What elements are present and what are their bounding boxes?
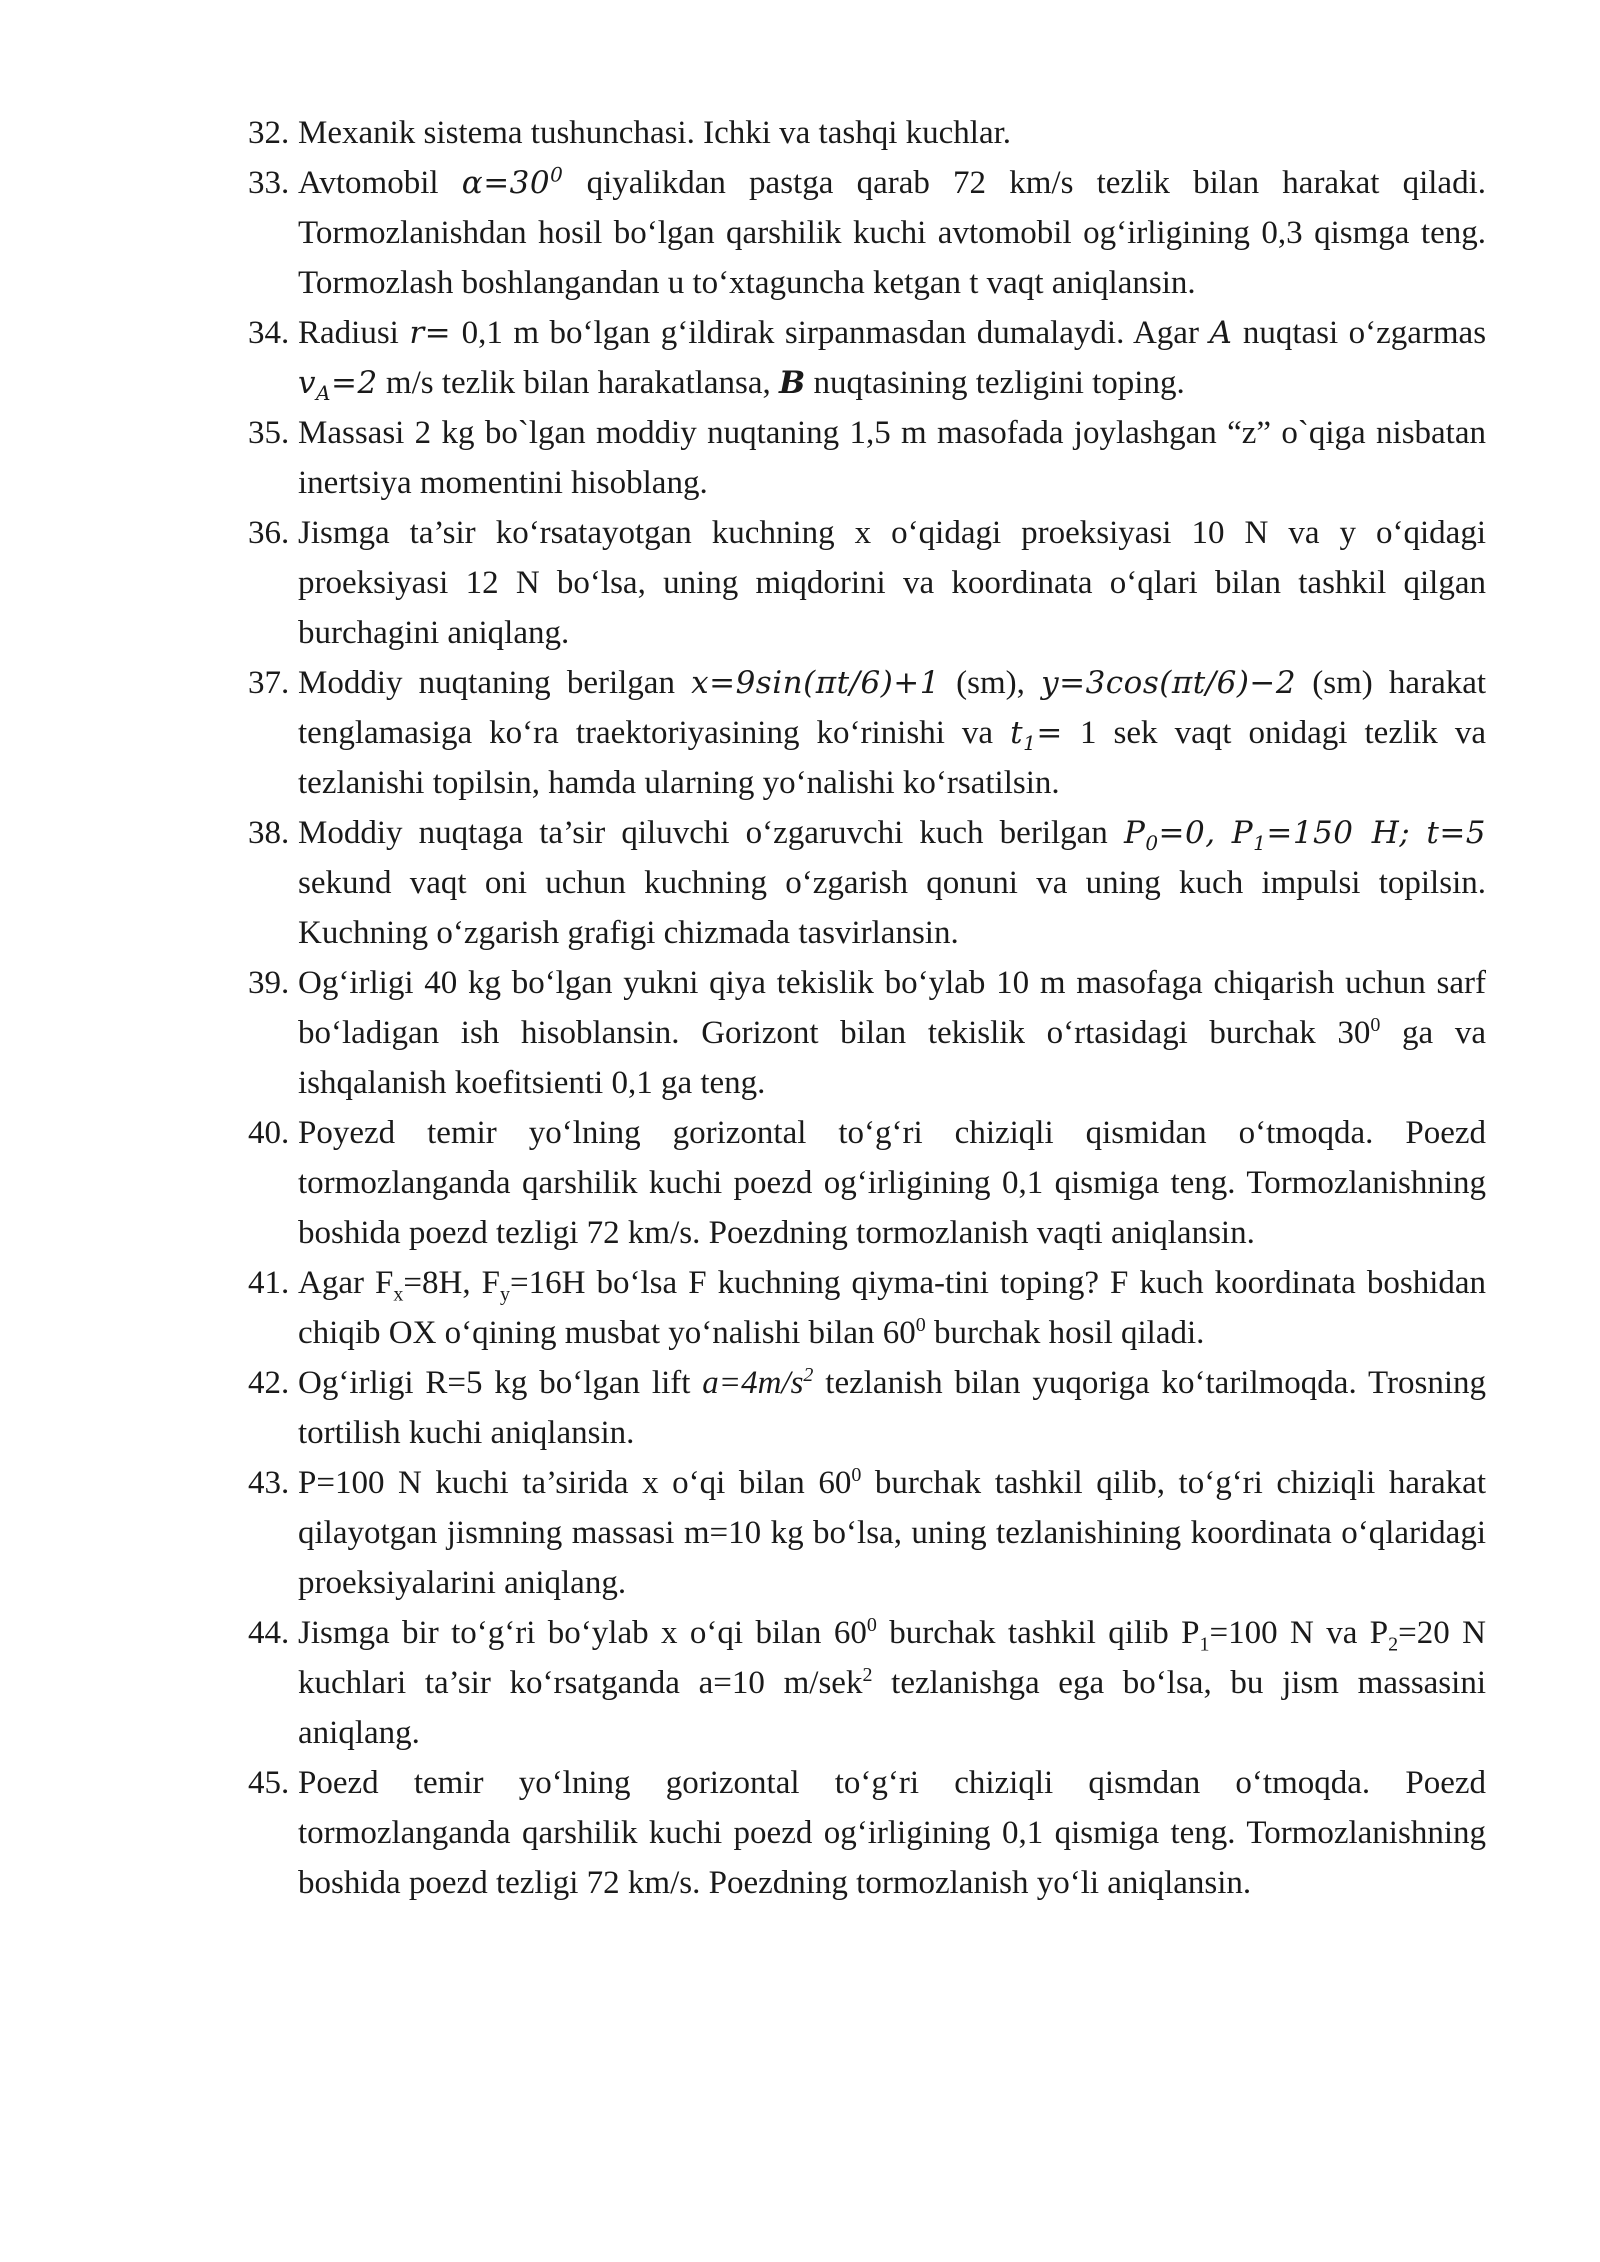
problem-39 [248,958,1486,1108]
formula-y-equation: y=3cos(πt/6)−2 [1041,665,1297,701]
problem-text: P=100 N kuchi ta’sirida x o‘qi bilan $60^0$ burchak tashkil qilib, to‘g‘ri chiziqli harakat qilayotgan jismning massasi m=10 kg bo‘lsa, uning tezlanishining koordinata o‘qlaridagi proeksiyalarini aniqlang. [298,1464,1486,1601]
formula-point-a: A [1209,315,1233,351]
problem-45 [248,1758,1486,1908]
problem-38 [248,808,1486,958]
problem-36 [248,508,1486,658]
problem-number: 41. [248,1265,290,1301]
problem-number: 33. [248,165,290,201]
problem-text: Og‘irligi R=5 kg bo‘lgan lift $a=4m/s^2$ tezlanish bilan yuqoriga ko‘tarilmoqda. Trosning tortilish kuchi aniqlansin. [298,1364,1486,1451]
problem-number: 35. [248,415,290,451]
problem-text: Moddiy nuqtaning berilgan x=9sin(πt/6)+1 (sm), y=3cos(πt/6)−2 (sm) harakat tenglamasiga ko‘ra traektoriyasining ko‘rinishi va $t_1= 1$ sek vaqt onidagi tezlik va tezlanishi topilsin, hamda ularning yo‘nalishi ko‘rsatilsin. [298,665,1487,801]
formula-time: $t_1=$ [1010,715,1063,756]
document-page [248,108,1486,1908]
formula-point-b: B [779,365,806,401]
problem-text: Moddiy nuqtaga ta’sir qiluvchi o‘zgaruvchi kuch berilgan $P_0=0$, $P_1=150$ H; t=5 sekund vaqt oni uchun kuchning o‘zgarish qonuni va uning kuch impulsi topilsin. Kuchning o‘zgarish grafigi chizmada tasvirlansin. [298,815,1487,951]
problem-43 [248,1458,1486,1608]
problem-number: 32. [248,115,290,151]
problem-text: Jismga bir to‘g‘ri bo‘ylab x o‘qi bilan $60^0$ burchak tashkil qilib $P_1=100$ N va $P_2=20$ N kuchlari ta’sir ko‘rsatganda a=10 m/sek$^2$ tezlanishga ega bo‘lsa, bu jism massasini aniqlang. [298,1614,1486,1751]
formula-p1: $P_1=150$ H; [1231,815,1411,856]
problem-33 [248,158,1486,308]
formula-p0: $P_0=0$, [1123,815,1216,856]
problem-37 [248,658,1486,808]
problem-text: Og‘irligi 40 kg bo‘lgan yukni qiya tekislik bo‘ylab 10 m masofaga chiqarish uchun sarf bo‘ladigan ish hisoblansin. Gorizont bilan tekislik o‘rtasidagi burchak $30^0$ ga va ishqalanish koefitsienti 0,1 ga teng. [298,965,1486,1101]
problem-40 [248,1108,1486,1258]
problem-text: Jismga ta’sir ko‘rsatayotgan kuchning x o‘qidagi proeksiyasi 10 N va y o‘qidagi proeksiyasi 12 N bo‘lsa, uning miqdorini va koordinata o‘qlari bilan tashkil qilgan burchagini aniqlang. [298,515,1486,651]
formula-alpha: $\alpha=30^0$ [461,162,564,201]
problem-text: Poezd temir yo‘lning gorizontal to‘g‘ri chiziqli qismdan o‘tmoqda. Poezd tormozlanganda qarshilik kuchi poezd og‘irligining 0,1 qismiga teng. Tormozlanishning boshida poezd tezligi 72 km/s. Poezdning tormozlanish yo‘li aniqlansin. [298,1765,1486,1901]
formula-t5: t=5 [1426,815,1487,851]
problem-number: 44. [248,1615,290,1651]
problem-42 [248,1358,1486,1458]
problem-44 [248,1608,1486,1758]
problem-number: 43. [248,1465,290,1501]
problem-number: 38. [248,815,290,851]
problem-text: Mexanik sistema tushunchasi. Ichki va tashqi kuchlar. [298,115,1012,151]
problem-text: Agar $F_x=8H$, $F_y=16H$ bo‘lsa F kuchning qiyma-tini toping? F kuch koordinata boshidan chiqib OX o‘qining musbat yo‘nalishi bilan $60^0$ burchak hosil qiladi. [298,1265,1487,1351]
problem-35 [248,408,1486,508]
problem-number: 39. [248,965,290,1001]
problem-text: Poyezd temir yo‘lning gorizontal to‘g‘ri chiziqli qismidan o‘tmoqda. Poezd tormozlanganda qarshilik kuchi poezd og‘irligining 0,1 qismiga teng. Tormozlanishning boshida poezd tezligi 72 km/s. Poezdning tormozlanish vaqti aniqlansin. [298,1115,1486,1251]
problem-number: 36. [248,515,290,551]
problem-text: Radiusi r= 0,1 m bo‘lgan g‘ildirak sirpanmasdan dumalaydi. Agar A nuqtasi o‘zgarmas $v_A=2$ m/s tezlik bilan harakatlansa, B nuqtasining tezligini toping. [298,315,1487,406]
problem-number: 40. [248,1115,290,1151]
problem-text: Avtomobil $\alpha=30^0$ qiyalikdan pastga qarab 72 km/s tezlik bilan harakat qiladi. Tormozlanishdan hosil bo‘lgan qarshilik kuchi avtomobil og‘irligining 0,3 qismga teng. Tormozlash boshlangandan u to‘xtaguncha ketgan t vaqt aniqlansin. [298,162,1487,301]
formula-velocity: $v_A=2$ [298,365,378,406]
problem-32 [248,108,1486,158]
problem-41 [248,1258,1486,1358]
problem-number: 45. [248,1765,290,1801]
problem-34 [248,308,1486,408]
problem-number: 37. [248,665,290,701]
problem-text: Massasi 2 kg bo`lgan moddiy nuqtaning 1,5 m masofada joylashgan “z” o`qiga nisbatan inertsiya momentini hisoblang. [298,415,1486,501]
formula-radius: r= [409,315,452,351]
formula-x-equation: x=9sin(πt/6)+1 [691,665,940,701]
problem-number: 34. [248,315,290,351]
problem-number: 42. [248,1365,290,1401]
